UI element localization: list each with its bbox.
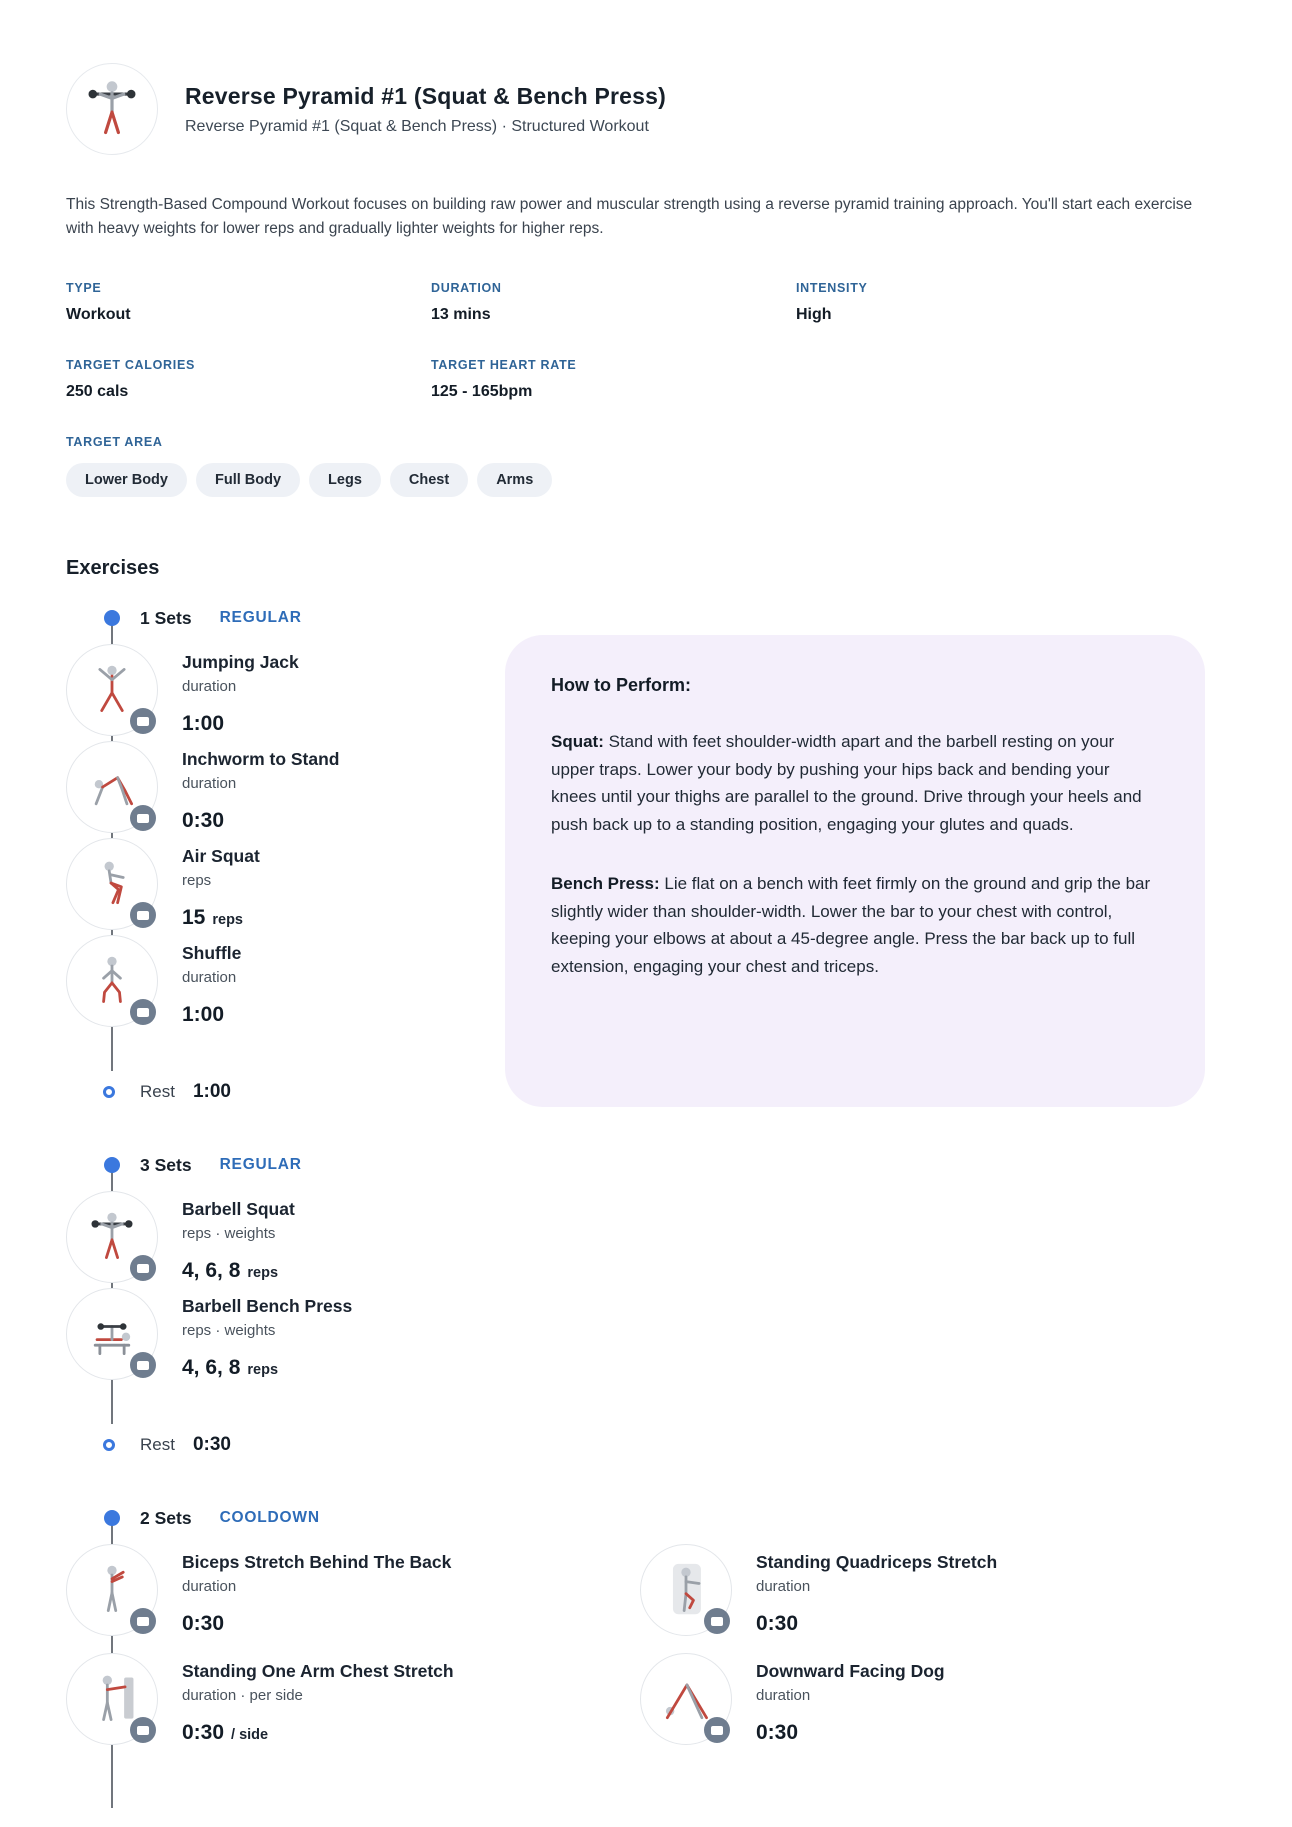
squat-text: Stand with feet shoulder-width apart and the barbell resting on your upper traps. Lower your body by pushing your hips back and bending your knees until your thighs are parallel to the ground. Drive through your heels and push back up to a standing position, engaging your glutes and quads. <box>551 732 1142 834</box>
stat-calories-value: 250 cals <box>66 383 129 401</box>
exercise-value-suffix: reps <box>247 1362 279 1379</box>
media-badge-icon <box>704 1608 730 1634</box>
figure-barbell-squat-icon <box>84 1209 140 1265</box>
exercise-row-downward-dog[interactable] <box>640 1653 1214 1745</box>
figure-barbell-squat-icon <box>80 77 144 141</box>
how-to-perform-bench-press <box>551 870 1159 980</box>
chip-lower-body: Lower Body <box>66 463 187 497</box>
timeline-dot-icon <box>104 1510 120 1526</box>
exercise-row-quad-stretch[interactable] <box>640 1544 1214 1636</box>
cooldown-grid <box>66 1544 1226 1750</box>
stat-heart-rate-value: 125 - 165bpm <box>431 383 533 401</box>
exercise-meta: reps <box>182 872 212 890</box>
bench-press-heading: Bench Press: <box>551 874 660 894</box>
header-text <box>185 83 666 136</box>
media-badge-icon <box>130 1255 156 1281</box>
stat-type-label: TYPE <box>66 281 102 296</box>
exercise-meta: duration · per side <box>182 1687 303 1705</box>
exercise-name: Jumping Jack <box>182 652 299 673</box>
exercise-value: 15 <box>182 906 206 930</box>
media-badge-icon <box>704 1717 730 1743</box>
figure-quad-stretch-icon <box>658 1562 714 1618</box>
figure-bench-press-icon <box>84 1306 140 1362</box>
workout-avatar <box>66 63 158 155</box>
exercise-meta: duration <box>756 1687 811 1705</box>
figure-jumping-jack-icon <box>84 662 140 718</box>
set-type-badge: REGULAR <box>219 1156 302 1174</box>
media-badge-icon <box>130 805 156 831</box>
exercise-name: Standing One Arm Chest Stretch <box>182 1661 454 1682</box>
workout-description: This Strength-Based Compound Workout focuses on building raw power and muscular strength using a reverse pyramid training approach. You'll start each exercise with heavy weights for lower reps and gradually lighter weights for higher reps. <box>66 196 1193 238</box>
stat-duration <box>431 281 796 324</box>
exercise-meta: duration <box>756 1578 811 1596</box>
exercise-name: Barbell Bench Press <box>182 1296 353 1317</box>
stat-calories <box>66 358 431 401</box>
set-count: 2 Sets <box>140 1507 192 1528</box>
set-count: 1 Sets <box>140 607 192 628</box>
exercise-value: 1:00 <box>182 712 225 736</box>
exercise-thumb <box>66 1544 158 1636</box>
exercise-value: 1:00 <box>182 1003 225 1027</box>
exercise-thumb <box>66 1653 158 1745</box>
stat-intensity <box>796 281 1226 324</box>
figure-biceps-stretch-icon <box>84 1562 140 1618</box>
exercise-name: Barbell Squat <box>182 1199 295 1220</box>
exercise-value: 0:30 <box>182 1721 225 1745</box>
stat-heart-rate <box>431 358 796 401</box>
rest-label: Rest <box>140 1435 175 1455</box>
exercise-thumb <box>66 741 158 833</box>
how-to-perform-panel <box>505 635 1205 1107</box>
rest-circle-icon <box>103 1086 115 1098</box>
figure-chest-stretch-icon <box>84 1671 140 1727</box>
target-area-chips <box>66 463 1226 497</box>
rest-value: 1:00 <box>192 1081 231 1103</box>
media-badge-icon <box>130 708 156 734</box>
exercise-name: Air Squat <box>182 846 260 867</box>
timeline-dot-icon <box>104 1157 120 1173</box>
exercise-thumb <box>66 935 158 1027</box>
media-badge-icon <box>130 999 156 1025</box>
exercise-value-suffix: reps <box>212 912 243 929</box>
exercise-row-biceps-stretch[interactable] <box>66 1544 640 1636</box>
figure-inchworm-icon <box>84 759 140 815</box>
exercise-value: 4, 6, 8 <box>182 1259 241 1283</box>
page-subtitle: Reverse Pyramid #1 (Squat & Bench Press) · Structured Workout <box>185 117 649 135</box>
exercise-name: Biceps Stretch Behind The Back <box>182 1552 452 1573</box>
set-group-2-header <box>66 1153 1226 1177</box>
squat-heading: Squat: <box>551 732 604 751</box>
how-to-perform-squat <box>551 728 1159 838</box>
rest-label: Rest <box>140 1082 175 1102</box>
rest-circle-icon <box>103 1439 115 1451</box>
media-badge-icon <box>130 1608 156 1634</box>
exercise-row-barbell-squat[interactable] <box>66 1191 1226 1283</box>
rest-row <box>66 1430 1226 1460</box>
exercise-meta: duration <box>182 678 237 696</box>
stat-intensity-value: High <box>796 306 832 324</box>
exercise-value: 0:30 <box>182 1612 225 1636</box>
set-group-3-header <box>66 1506 1226 1530</box>
figure-downward-dog-icon <box>658 1671 714 1727</box>
set-group-3 <box>66 1506 1226 1750</box>
exercise-value: 0:30 <box>756 1721 799 1745</box>
stat-type-value: Workout <box>66 306 131 324</box>
exercise-meta: duration <box>182 1578 237 1596</box>
exercise-name: Shuffle <box>182 943 242 964</box>
stat-duration-value: 13 mins <box>431 306 491 324</box>
media-badge-icon <box>130 1352 156 1378</box>
stat-intensity-label: INTENSITY <box>796 281 868 296</box>
chip-legs: Legs <box>309 463 381 497</box>
stat-heart-rate-label: TARGET HEART RATE <box>431 358 577 373</box>
exercise-name: Standing Quadriceps Stretch <box>756 1552 998 1573</box>
chip-arms: Arms <box>477 463 552 497</box>
set-count: 3 Sets <box>140 1154 192 1175</box>
exercise-name: Downward Facing Dog <box>756 1661 945 1682</box>
stats-grid <box>66 281 1226 401</box>
target-area-label: TARGET AREA <box>66 435 163 450</box>
bench-press-text: Lie flat on a bench with feet firmly on the ground and grip the bar slightly wider than shoulder-width. Lower the bar to your chest with control, keeping your elbows at about a 45-degree angle. Press the bar back up to full extension, engaging your chest and triceps. <box>551 874 1151 976</box>
set-type-badge: REGULAR <box>219 609 302 627</box>
set-type-badge: COOLDOWN <box>219 1509 320 1527</box>
stat-duration-label: DURATION <box>431 281 502 296</box>
media-badge-icon <box>130 1717 156 1743</box>
exercise-meta: duration <box>182 969 237 987</box>
stat-calories-label: TARGET CALORIES <box>66 358 196 373</box>
exercises-heading: Exercises <box>66 557 160 580</box>
exercise-meta: duration <box>182 775 237 793</box>
timeline-dot-icon <box>104 610 120 626</box>
media-badge-icon <box>130 902 156 928</box>
exercise-thumb <box>640 1544 732 1636</box>
chip-full-body: Full Body <box>196 463 300 497</box>
exercise-name: Inchworm to Stand <box>182 749 340 770</box>
how-to-perform-title: How to Perform: <box>551 675 692 695</box>
stat-type <box>66 281 431 324</box>
exercise-value: 4, 6, 8 <box>182 1356 241 1380</box>
figure-shuffle-icon <box>84 953 140 1009</box>
exercise-row-chest-stretch[interactable] <box>66 1653 640 1745</box>
exercise-value-suffix: reps <box>247 1265 279 1282</box>
page-title: Reverse Pyramid #1 (Squat & Bench Press) <box>185 82 666 109</box>
header <box>66 63 1226 155</box>
set-group-1-header <box>66 606 1226 630</box>
exercise-value-suffix: / side <box>231 1727 269 1744</box>
chip-chest: Chest <box>390 463 468 497</box>
exercise-thumb <box>640 1653 732 1745</box>
exercise-thumb <box>66 1191 158 1283</box>
exercise-thumb <box>66 1288 158 1380</box>
exercise-value: 0:30 <box>756 1612 799 1636</box>
figure-air-squat-icon <box>84 856 140 912</box>
target-area-section <box>66 435 1226 497</box>
exercise-thumb <box>66 838 158 930</box>
exercise-row-barbell-bench-press[interactable] <box>66 1288 1226 1380</box>
exercise-meta: reps · weights <box>182 1225 276 1243</box>
exercise-meta: reps · weights <box>182 1322 276 1340</box>
exercise-thumb <box>66 644 158 736</box>
exercise-value: 0:30 <box>182 809 225 833</box>
rest-value: 0:30 <box>192 1434 231 1456</box>
set-group-2 <box>66 1153 1226 1460</box>
